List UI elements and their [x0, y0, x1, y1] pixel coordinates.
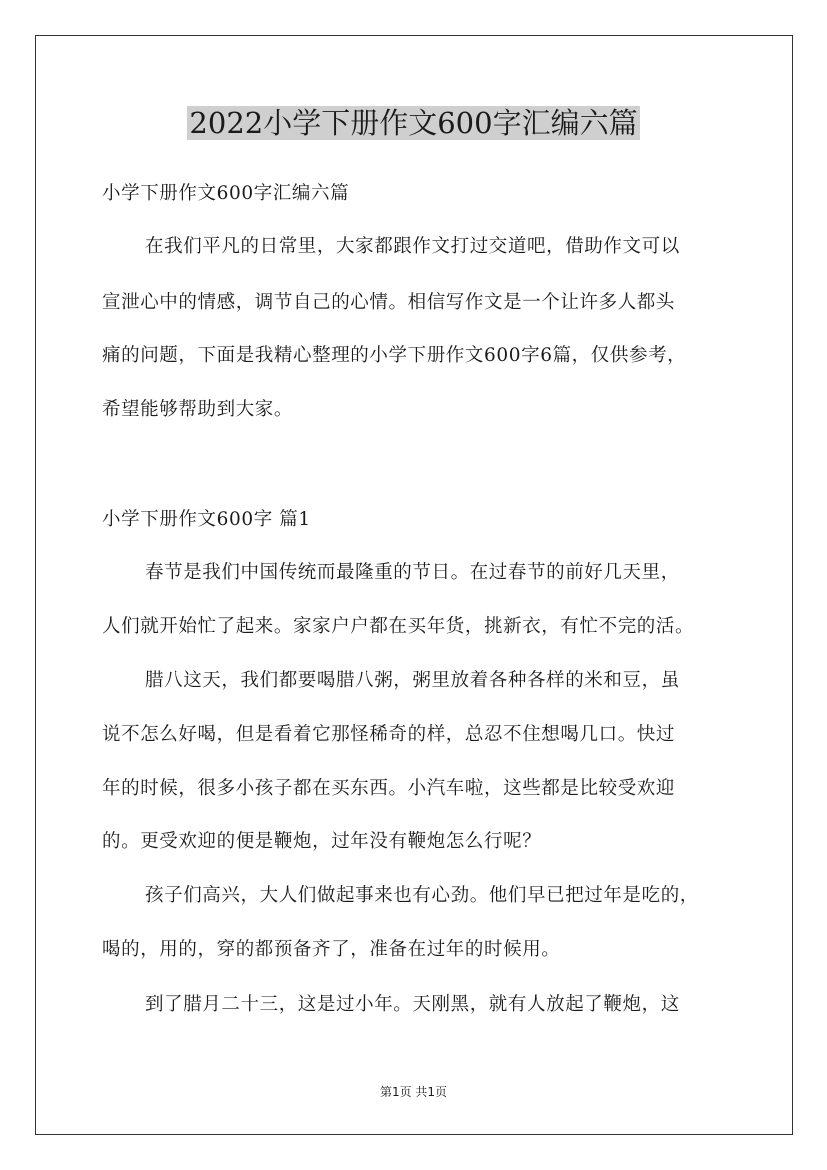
section-heading: 小学下册作文600字 篇1 [102, 509, 311, 530]
body-paragraph-line: 人们就开始忙了起来。家家户户都在买年货，挑新衣，有忙不完的活。 [102, 616, 695, 637]
body-paragraph-line: 孩子们高兴，大人们做起事来也有心劲。他们早已把过年是吃的， [145, 885, 699, 906]
page-number-footer: 第1页 共1页 [379, 1085, 448, 1099]
body-paragraph-line: 年的时候，很多小孩子都在买东西。小汽车啦，这些都是比较受欢迎 [102, 778, 676, 799]
body-paragraph-line: 到了腊月二十三，这是过小年。天刚黑，就有人放起了鞭炮，这 [145, 994, 680, 1015]
intro-paragraph-line: 希望能够帮助到大家。 [102, 399, 294, 420]
intro-paragraph-line: 宣泄心中的情感，调节自己的心情。相信写作文是一个让许多人都头 [102, 292, 676, 313]
document-title [0, 102, 827, 144]
body-paragraph-line: 的。更受欢迎的便是鞭炮，过年没有鞭炮怎么行呢？ [102, 831, 542, 852]
body-paragraph-line: 春节是我们中国传统而最隆重的节日。在过春节的前好几天里， [145, 562, 680, 583]
body-paragraph-line: 说不怎么好喝，但是看着它那怪稀奇的样，总忍不住想喝几口。快过 [102, 724, 676, 745]
document-title-text: 2022小学下册作文600字汇编六篇 [189, 106, 638, 140]
document-subtitle: 小学下册作文600字汇编六篇 [102, 183, 350, 204]
intro-paragraph-line: 痛的问题，下面是我精心整理的小学下册作文600字6篇，仅供参考， [102, 345, 687, 366]
intro-paragraph-line: 在我们平凡的日常里，大家都跟作文打过交道吧，借助作文可以 [145, 236, 680, 257]
body-paragraph-line: 腊八这天，我们都要喝腊八粥，粥里放着各种各样的米和豆，虽 [145, 670, 680, 691]
body-paragraph-line: 喝的，用的，穿的都预备齐了，准备在过年的时候用。 [102, 939, 561, 960]
